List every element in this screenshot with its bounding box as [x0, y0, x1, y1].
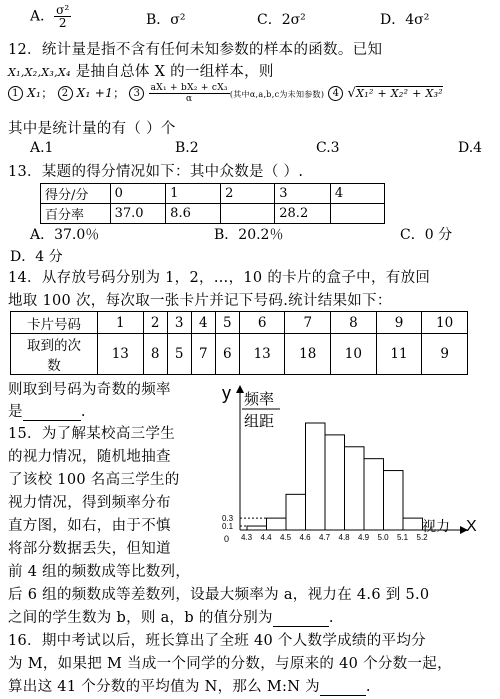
q14-number-cell: 8 [331, 312, 377, 334]
q15-line5: 直方图，如右，由于不慎 [8, 518, 171, 534]
q11-a-numerator: σ² [56, 3, 70, 17]
q13-cell [221, 204, 275, 224]
histogram-bar [345, 447, 365, 530]
q14-stem-line1: 14．从存放号码分别为 1，2，…，10 的卡片的盒子中，有放回 [8, 270, 431, 286]
y-label-bottom: 组距 [244, 412, 275, 430]
q14-count-cell: 9 [422, 334, 468, 375]
q16-line3-end: . [365, 679, 371, 695]
x-tick-label: 4.4 [260, 533, 272, 542]
q14-count-cell: 10 [331, 334, 377, 375]
q14-header-cell: 卡片号码 [11, 312, 98, 334]
q12-item2: X₁ +1 [76, 86, 114, 100]
q11-option-a-fraction [54, 4, 71, 29]
q12-sep-1: ； [41, 86, 54, 100]
q12-stem-line2-text: 是抽自总体 X 的一组样本，则 [75, 64, 274, 80]
q12-option-c: C.3 [316, 140, 340, 156]
q13-cell: 1 [166, 184, 221, 204]
q12-sep-2: ； [113, 86, 126, 100]
histogram-bar [364, 459, 384, 530]
q13-cell: 百分率 [41, 204, 111, 224]
q12-option-d: D.4 [458, 140, 483, 156]
q12-item1: X₁ [27, 86, 42, 100]
x-axis-letter: X [466, 518, 477, 535]
q12-circle-1: 1 [8, 86, 23, 101]
q15-line9-text: 之间的学生数为 b，则 a，b 的值分别为 [8, 610, 273, 626]
q13-option-a: A．37.0％ [30, 227, 100, 243]
q14-line4-text: 是 [8, 404, 23, 420]
q13-stem: 13．某题的得分情况如下：其中众数是（ ）. [8, 164, 304, 180]
q13-cell: 2 [221, 184, 275, 204]
q11-option-b: B．σ² [146, 12, 186, 28]
q12-item3-numerator: aX₁ + bX₂ + cX₃ [150, 83, 228, 93]
x-tick-label: 4.7 [319, 533, 331, 542]
q11-option-d: D．4σ² [380, 12, 430, 28]
q12-option-b: B.2 [175, 140, 199, 156]
q13-table [40, 183, 385, 224]
q15-line7: 前 4 组的频数成等比数列， [8, 564, 191, 580]
x-tick-label: 4.6 [299, 533, 311, 542]
q14-count-cell: 6 [215, 334, 239, 375]
q14-answer-blank [23, 404, 81, 421]
q13-cell: 得分/分 [41, 184, 111, 204]
x-tick-label: 5.1 [397, 533, 409, 542]
x-tick-label: 4.5 [280, 533, 292, 542]
q14-count-cell: 11 [376, 334, 422, 375]
histogram-bar [247, 526, 267, 530]
q12-stem-line4: 其中是统计量的有（ ）个 [8, 121, 176, 137]
q12-sample-vars: X₁,X₂,X₃,X₄ [8, 66, 71, 79]
table-row [41, 204, 385, 224]
x-tick-label: 4.8 [338, 533, 350, 542]
q14-table [10, 311, 468, 375]
histogram-bar [286, 494, 306, 530]
q12-item3-note: (其中α,a,b,c为未知参数) [229, 90, 325, 99]
q14-number-cell: 9 [376, 312, 422, 334]
q14-line4-end: . [80, 404, 86, 420]
x-label: 视力 [422, 519, 450, 535]
q15-line9 [8, 606, 334, 627]
dash-guides [240, 518, 267, 526]
q16-answer-blank [320, 679, 366, 696]
q14-header-part-a: 取到的次 [27, 338, 81, 354]
q13-cell: 28.2 [275, 204, 331, 224]
q12-item3-fraction [149, 83, 230, 104]
histogram-bar [384, 471, 404, 530]
q12-circle-2: 2 [58, 86, 73, 101]
q13-option-b: B．20.2％ [214, 227, 284, 243]
q16-line3 [8, 675, 371, 696]
q14-count-cell: 5 [167, 334, 191, 375]
table-row [11, 334, 468, 375]
q14-stem-line2: 地取 100 次，每次取一张卡片并记下号码.统计结果如下： [8, 293, 392, 309]
q13-cell: 37.0 [110, 204, 166, 224]
q14-number-cell: 1 [98, 312, 144, 334]
q12-item4-sqrt-sign: √ [347, 86, 357, 101]
q14-number-cell: 4 [191, 312, 215, 334]
y-label-top: 频率 [244, 390, 275, 408]
q12-item3-denominator: α [186, 94, 193, 104]
q12-stem-line2 [8, 60, 274, 81]
y-axis-letter: y [222, 383, 231, 403]
q11-option-c: C．2σ² [257, 12, 306, 28]
q14-number-cell: 2 [143, 312, 167, 334]
histogram-bar [267, 518, 287, 530]
q12-circle-4: 4 [328, 86, 343, 101]
q14-count-cell: 8 [143, 334, 167, 375]
q11-option-a [30, 4, 71, 29]
q14-header-part-b: 数 [47, 358, 61, 374]
q13-cell: 0 [110, 184, 166, 204]
q12-item4: X₁² + X₂² + X₃² [356, 87, 443, 100]
histogram-bar [325, 435, 345, 530]
q15-line9-end: . [328, 610, 334, 626]
histogram-bar [306, 423, 326, 530]
y-tick-label: 0.3 [222, 514, 234, 524]
q14-number-cell: 7 [285, 312, 331, 334]
q14-stem-line4 [8, 400, 86, 421]
table-row [11, 312, 468, 334]
q14-count-cell: 13 [239, 334, 285, 375]
q12-items [8, 83, 443, 104]
q11-option-a-label: A． [30, 8, 55, 25]
q14-number-cell: 3 [167, 312, 191, 334]
q15-line8: 后 6 组的频数成等差数列，设最大频率为 a，视力在 4.6 到 5.0 [8, 587, 430, 603]
histogram-bar [403, 518, 423, 530]
q16-line1: 16．期中考试以后，班长算出了全班 40 个人数学成绩的平均分 [8, 633, 426, 649]
q14-count-cell: 7 [191, 334, 215, 375]
histogram-chart [220, 385, 490, 545]
q16-line2: 为 M，如果把 M 当成一个同学的分数，与原来的 40 个分数一起， [8, 656, 452, 672]
q12-option-a: A.1 [30, 140, 54, 156]
q14-number-cell: 6 [239, 312, 285, 334]
q16-line3-text: 算出这 41 个分数的平均值为 N，那么 M:N 为 [8, 679, 320, 695]
x-tick-label: 4.3 [241, 533, 253, 542]
q13-option-d: D．4 分 [10, 249, 63, 265]
q14-count-cell: 13 [98, 334, 144, 375]
q15-line4: 视力情况，得到频率分布 [8, 495, 171, 511]
x-tick-label: 4.9 [358, 533, 370, 542]
q13-option-c: C．0 分 [400, 227, 453, 243]
q14-count-cell: 18 [285, 334, 331, 375]
q12-stem-line1: 12．统计量是指不含有任何未知参数的样本的函数。已知 [8, 42, 383, 58]
q14-stem-line3: 则取到号码为奇数的频率 [8, 382, 171, 398]
q12-circle-3: 3 [129, 86, 144, 101]
q15-answer-blank [273, 610, 329, 627]
q14-number-cell: 5 [215, 312, 239, 334]
y-tick-label: 0.1 [222, 522, 234, 532]
q13-cell: 4 [330, 184, 384, 204]
q14-number-cell: 10 [422, 312, 468, 334]
q11-a-denominator: 2 [58, 16, 67, 30]
q14-header-cell [11, 334, 98, 375]
q15-line2: 的视力情况，随机地抽查 [8, 449, 171, 465]
q15-line3: 了该校 100 名高三学生的 [8, 472, 180, 488]
histogram-bars [247, 423, 423, 530]
x-tick-label: 5.0 [377, 533, 389, 542]
origin-label: 0 [224, 534, 230, 544]
q13-cell: 3 [275, 184, 331, 204]
q15-line1: 15．为了解某校高三学生 [8, 426, 176, 442]
q13-cell: 8.6 [166, 204, 221, 224]
x-tick-label: 5.2 [416, 533, 428, 542]
table-row [41, 184, 385, 204]
q15-line6: 将部分数据丢失，但知道 [8, 541, 171, 557]
q13-cell [330, 204, 384, 224]
